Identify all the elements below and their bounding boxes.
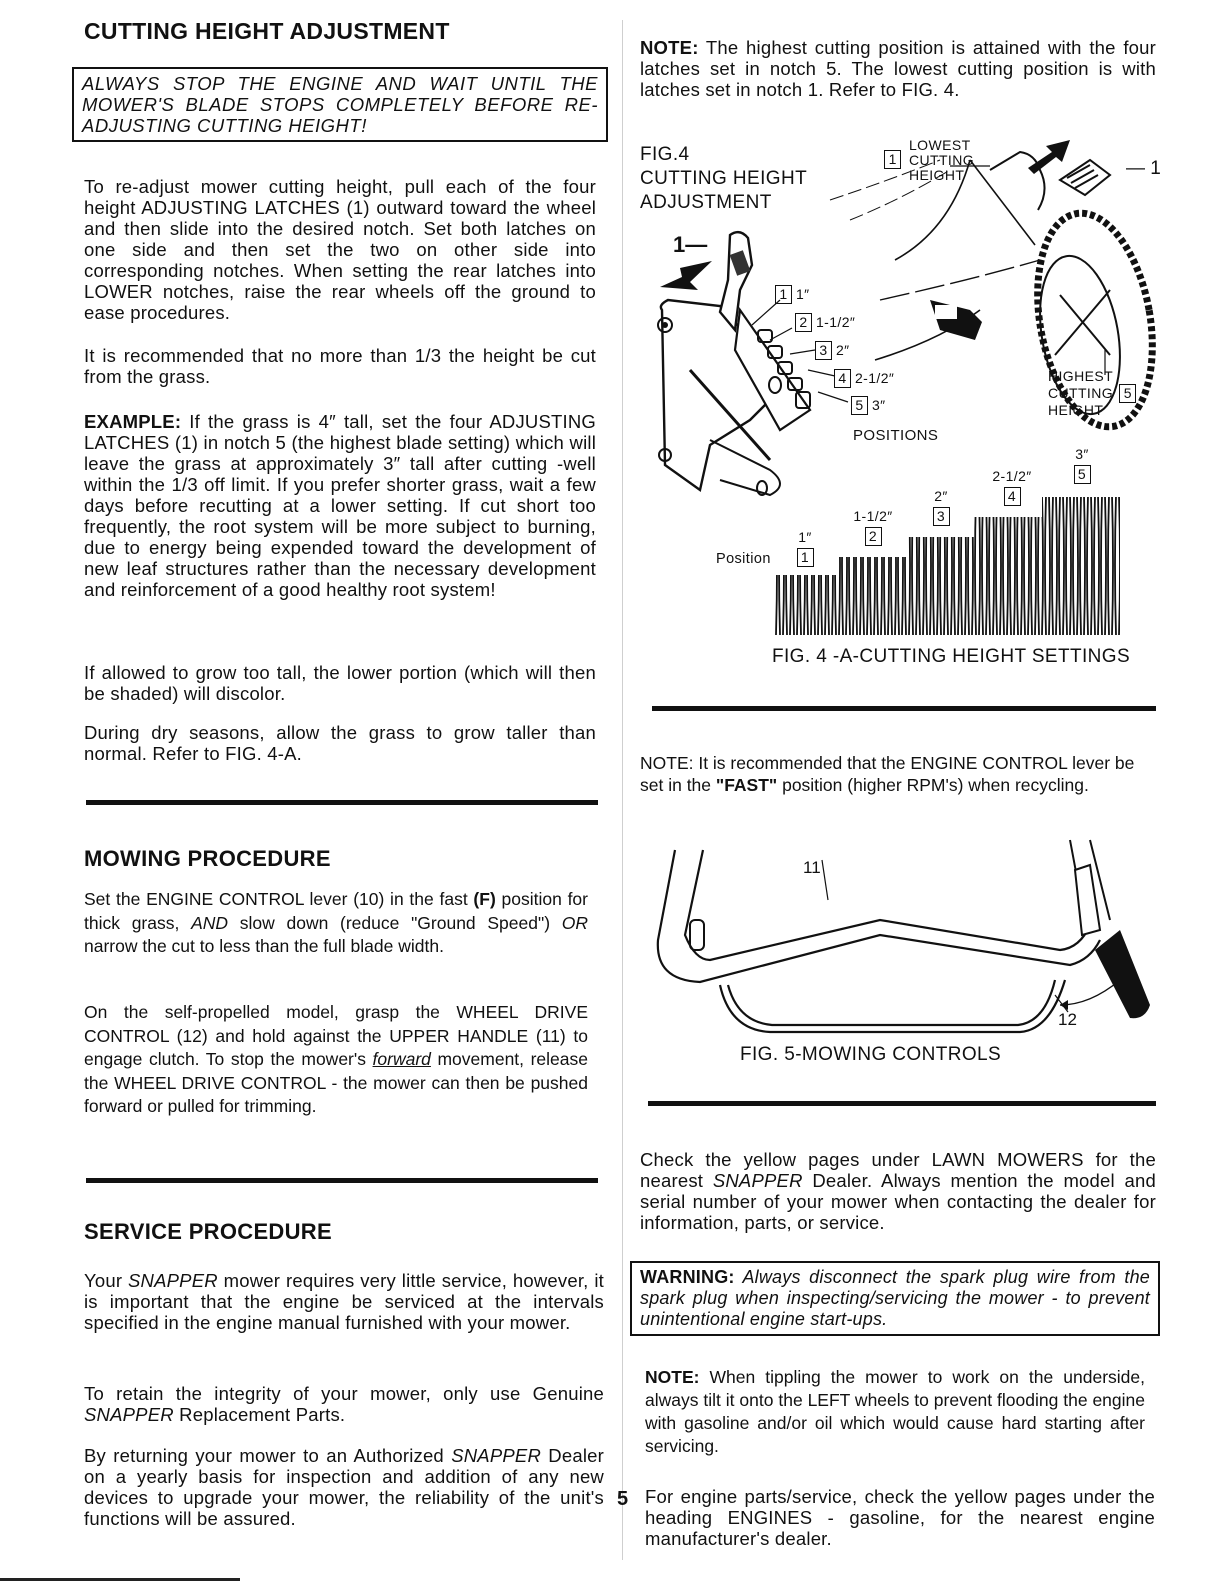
spark-plug-warning-text: [640, 1267, 1150, 1330]
forward-emphasis: forward: [372, 1049, 431, 1069]
lowest-cutting-height-number: [884, 150, 905, 169]
grow-tall-paragraph: If allowed to grow too tall, the lower portion (which will then be shaded) will discolor.: [84, 662, 596, 704]
service-procedure-title: SERVICE PROCEDURE: [84, 1219, 332, 1244]
page-bottom-edge: [0, 1578, 240, 1581]
note-label: NOTE:: [640, 37, 699, 58]
position-box: 3: [815, 341, 832, 360]
position-label-1: [775, 285, 810, 304]
position-label-4: [834, 369, 894, 388]
fig4a-caption: FIG. 4 -A-CUTTING HEIGHT SETTINGS: [772, 646, 1131, 667]
note-text: The highest cutting position is attained with the four latches set in notch 5. The lowest cutting position is with latches set in notch 1. Refer to FIG. 4.: [640, 37, 1156, 100]
brand-name: SNAPPER: [128, 1270, 218, 1291]
text: Your: [84, 1270, 128, 1291]
text: Set the ENGINE CONTROL lever (10) in the fast: [84, 889, 474, 909]
service-paragraph-1: [84, 1270, 604, 1333]
step-4: [985, 469, 1039, 506]
note-label: NOTE:: [645, 1367, 700, 1387]
text: movement, release the WHEEL DRIVE CONTROL - the mower can then be pushed forward or pulled for trimming.: [84, 1049, 588, 1116]
and-emphasis: AND: [191, 912, 229, 933]
cutting-height-title: CUTTING HEIGHT ADJUSTMENT: [84, 18, 450, 44]
text: To retain the integrity of your mower, only use Genuine: [84, 1383, 604, 1404]
step-3: [930, 489, 952, 526]
highest-position-note: [640, 37, 1156, 100]
mowing-paragraph-1: [84, 888, 588, 959]
warning-text: Always disconnect the spark plug wire from the spark plug when inspecting/servicing the mower - to prevent unintentional engine start-ups.: [640, 1267, 1150, 1329]
page-number: 5: [617, 1488, 629, 1510]
fast-label: "FAST": [715, 775, 778, 795]
step-box: 5: [1074, 465, 1091, 484]
arrow-up-right-icon: [1028, 140, 1070, 174]
example-text: If the grass is 4″ tall, set the four ADJUSTING LATCHES (1) in notch 5 (the highest blade setting) which will leave the grass at approximately 3″ tall after cutting -well within the 1/3 off limit. If you prefer shorter grass, wait a few days before recutting at a lower setting. If cut short too frequently, the root system will be more subject to burning, due to energy being expended toward the development of new leaf structures rather than the necessary development and reinforcement of a good healthy root system!: [84, 411, 596, 600]
text: Dealer on a yearly basis for inspection and addition of any new devices to upgrade your mower, the reliability of the unit's functions will be assured.: [84, 1445, 604, 1529]
readjust-paragraph: To re-adjust mower cutting height, pull each of the four height ADJUSTING LATCHES (1) outward toward the wheel and then slide into the desired notch. Set both latches on one side and then set the two on other side into corresponding notches. When setting the rear latches into LOWER notches, raise the rear wheels off the ground to ease procedures.: [84, 176, 596, 323]
step-box: 3: [933, 507, 950, 526]
step-5: [1070, 447, 1094, 484]
step-height: 1-1/2″: [853, 508, 893, 524]
positions-heading: POSITIONS: [853, 427, 939, 444]
position-word: Position: [716, 551, 771, 567]
column-separator: [622, 20, 623, 1560]
stop-engine-warning-text: ALWAYS STOP THE ENGINE AND WAIT UNTIL THE MOWER'S BLADE STOPS COMPLETELY BEFORE RE-ADJUSTING CUTTING HEIGHT!: [82, 73, 598, 136]
brand-name: SNAPPER: [712, 1170, 803, 1191]
text: position for thick grass,: [84, 889, 588, 933]
label-line: HEIGHT: [1048, 402, 1104, 418]
text: Replacement Parts.: [173, 1404, 346, 1425]
engine-parts-paragraph: For engine parts/service, check the yellow pages under the heading ENGINES - gasoline, for the nearest engine manufacturer's dealer.: [645, 1486, 1155, 1549]
wheel-latch-callout-1: — 1: [1126, 158, 1161, 179]
dry-season-paragraph: During dry seasons, allow the grass to grow taller than normal. Refer to FIG. 4-A.: [84, 722, 596, 764]
position-box: 2: [795, 313, 812, 332]
position-label-2: [795, 313, 855, 332]
text: narrow the cut to less than the full blade width.: [84, 936, 444, 956]
brand-name: SNAPPER: [451, 1445, 542, 1466]
label-line: HIGHEST: [1048, 368, 1114, 384]
spark-plug-warning-box: [630, 1261, 1160, 1336]
step-height: 1″: [798, 529, 812, 545]
fig4-title-line: CUTTING HEIGHT: [640, 168, 808, 189]
fig5-mowing-controls-illustration: [650, 830, 1160, 1040]
position-box: 1: [775, 285, 792, 304]
text: On the self-propelled model, grasp the WHEEL DRIVE CONTROL (12) and hold against the UPPER HANDLE (11) to engage clutch. To stop the mower's: [84, 1002, 588, 1069]
step-height: 2-1/2″: [992, 468, 1032, 484]
step-height: 2″: [934, 488, 948, 504]
step-2: [848, 509, 898, 546]
label-line: CUTTING: [1048, 385, 1114, 401]
mowing-procedure-title: MOWING PROCEDURE: [84, 846, 331, 871]
text: NOTE: It is recommended that the ENGINE CONTROL lever be set in the: [640, 753, 1135, 795]
position-box: 5: [851, 396, 868, 415]
step-box: 4: [1004, 487, 1021, 506]
fast-position-note: [640, 752, 1156, 796]
text: mower requires very little service, however, it is important that the engine be serviced at the intervals specified in the engine manual furnished with your mower.: [84, 1270, 604, 1333]
dealer-paragraph: [640, 1149, 1156, 1233]
text: position (higher RPM's) when recycling.: [777, 775, 1089, 795]
position-height: 1″: [796, 286, 810, 302]
position-height: 1-1/2″: [816, 314, 856, 330]
example-paragraph: [84, 411, 596, 600]
tipping-note: [645, 1366, 1145, 1458]
wheel-drive-control-label-12: 12: [1058, 1010, 1077, 1029]
fast-label: (F): [473, 889, 496, 909]
warning-label: WARNING:: [640, 1267, 735, 1287]
note-text: When tippling the mower to work on the underside, always tilt it onto the LEFT wheels to prevent flooding the engine with gasoline and/or oil which would cause hard starting after servicing.: [645, 1367, 1145, 1456]
fig4-title-line: ADJUSTMENT: [640, 192, 772, 213]
text: By returning your mower to an Authorized: [84, 1445, 452, 1466]
fig4-number: FIG.4: [640, 144, 690, 165]
fig4a-grass-steps-illustration: [775, 495, 1155, 635]
example-label: EXAMPLE:: [84, 411, 182, 432]
position-box: 1: [884, 150, 901, 169]
position-label-5: [851, 396, 886, 415]
step-1: [795, 530, 815, 567]
label-line: LOWEST: [909, 137, 971, 153]
stop-engine-warning-box: [72, 67, 608, 142]
position-height: 3″: [872, 397, 886, 413]
label-line: CUTTING: [909, 152, 975, 168]
position-box: 5: [1119, 384, 1136, 403]
highest-cutting-height-label: [1048, 369, 1140, 418]
lowest-cutting-height-label: [909, 138, 974, 183]
service-paragraph-2: [84, 1383, 604, 1425]
service-paragraph-3: [84, 1445, 604, 1529]
step-height: 3″: [1075, 446, 1089, 462]
section-divider: [86, 800, 598, 805]
step-box: 1: [797, 548, 814, 567]
step-box: 2: [865, 527, 882, 546]
brand-name: SNAPPER: [84, 1404, 174, 1425]
or-emphasis: OR: [561, 912, 588, 933]
position-height: 2″: [836, 342, 850, 358]
section-divider: [652, 706, 1156, 711]
arrow-left-icon: [660, 261, 712, 290]
section-divider: [648, 1101, 1156, 1106]
mowing-paragraph-2: [84, 1001, 588, 1119]
latch-callout-1: 1—: [673, 232, 708, 257]
text: slow down (reduce "Ground Speed"): [228, 912, 562, 933]
position-label-3: [815, 341, 850, 360]
position-box: 4: [834, 369, 851, 388]
text: Dealer. Always mention the model and serial number of your mower when contacting the dealer for information, parts, or service.: [640, 1170, 1156, 1233]
label-line: HEIGHT: [909, 167, 965, 183]
one-third-paragraph: It is recommended that no more than 1/3 the height be cut from the grass.: [84, 345, 596, 387]
position-height: 2-1/2″: [855, 370, 895, 386]
fig5-caption: FIG. 5-MOWING CONTROLS: [740, 1044, 1002, 1065]
text: Check the yellow pages under LAWN MOWERS for the nearest: [640, 1149, 1156, 1191]
section-divider: [86, 1178, 598, 1183]
upper-handle-label-11: 11: [803, 858, 821, 877]
